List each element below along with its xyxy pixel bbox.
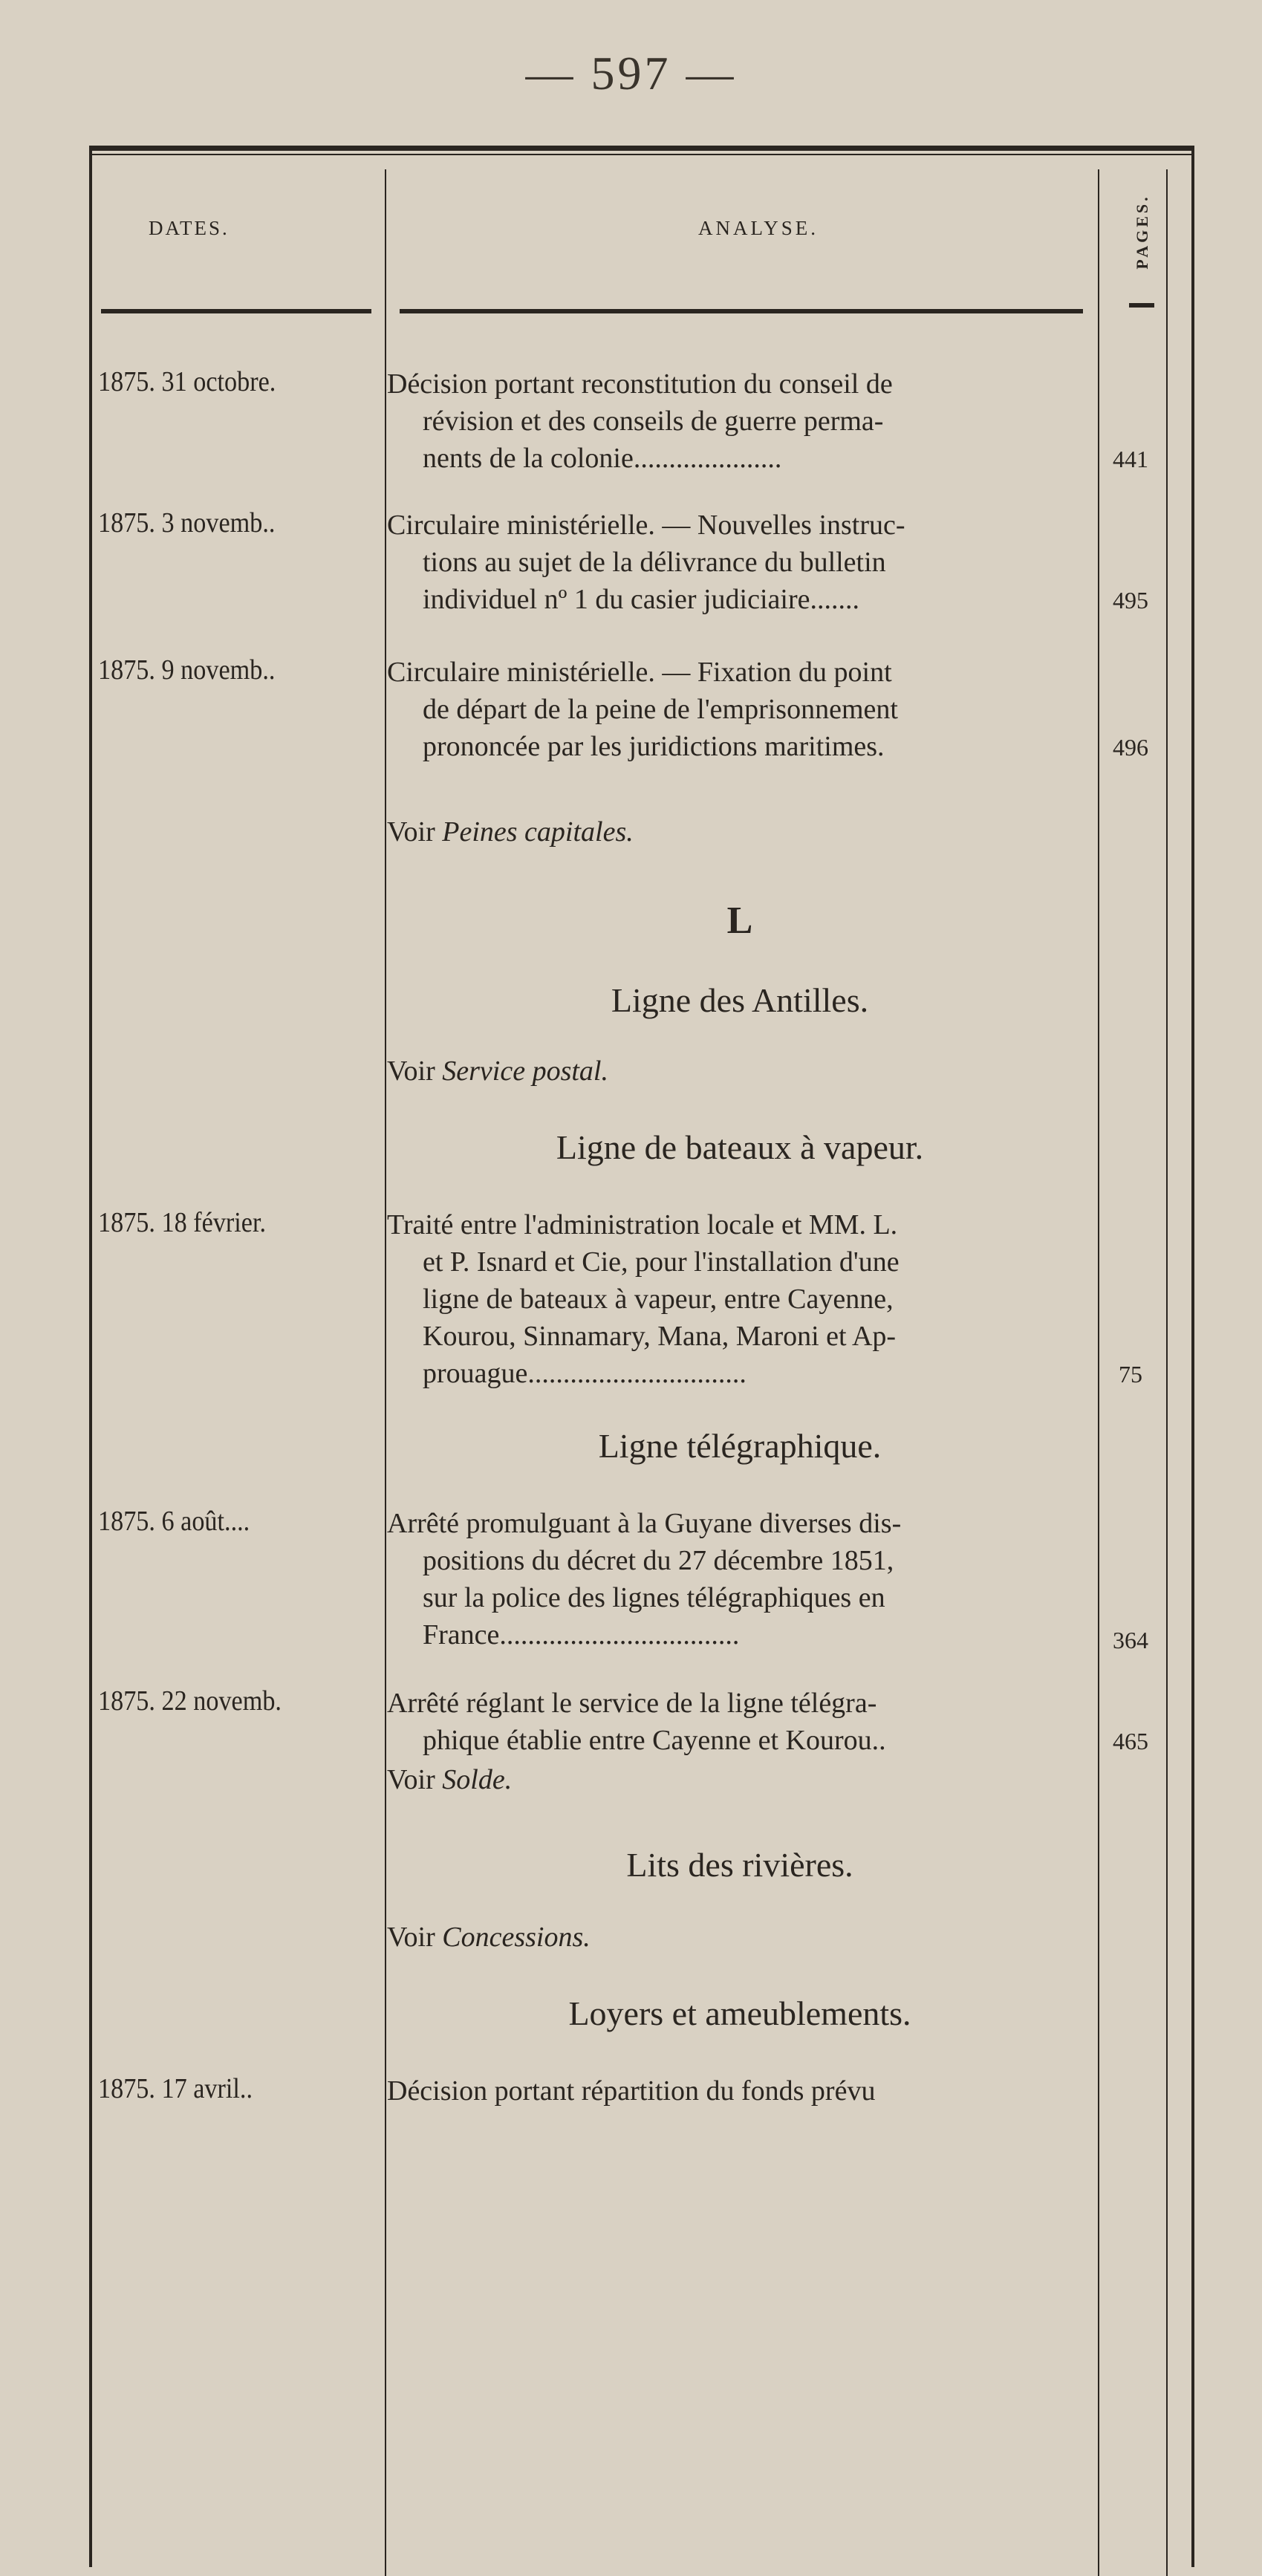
header-analyse: ANALYSE. [698,217,819,239]
entry-line: Circulaire ministérielle. — Nouvelles instruc- [387,510,905,541]
entry-date: 1875. 9 novemb.. [98,654,276,686]
entry-page: 364 [1113,1627,1148,1653]
entry-date: 1875. 31 octobre. [98,366,276,397]
section-title: Ligne de bateaux à vapeur. [556,1128,924,1166]
see-reference [387,1921,591,1954]
entry-text [387,365,1093,477]
entry-line: Arrêté réglant le service de la ligne télégra- [387,1688,877,1719]
entry-line: sur la police des lignes télégraphiques en [423,1582,885,1613]
entry-page: 496 [1113,734,1148,761]
see-reference [387,1055,608,1087]
see-target: Concessions. [442,1922,591,1953]
entry-line: Décision portant répartition du fonds prévu [387,2075,876,2107]
top-rule [89,146,1191,151]
entry-date: 1875. 22 novemb. [98,1685,282,1717]
entry-line: Kourou, Sinnamary, Mana, Maroni et Ap- [423,1321,897,1352]
entry-page: 465 [1113,1728,1148,1754]
entry-line: ligne de bateaux à vapeur, entre Cayenne, [423,1284,894,1315]
entry-line: phique établie entre Cayenne et Kourou.. [423,1725,886,1756]
see-target: Service postal. [442,1056,608,1087]
entry-line: France.................................. [423,1619,740,1650]
entry-line: Circulaire ministérielle. — Fixation du point [387,657,892,688]
section-title: Ligne télégraphique. [598,1427,882,1465]
see-reference [387,816,634,848]
see-prefix: Voir [387,816,435,848]
entry-line: de départ de la peine de l'emprisonnement [423,694,898,725]
entry-text [387,1206,1093,1392]
header-dates: DATES. [149,217,230,239]
see-prefix: Voir [387,1764,435,1795]
entry-line: prononcée par les juridictions maritimes. [423,731,885,762]
page-number: — 597 — [525,47,737,100]
entry-line: prouague............................... [423,1358,747,1389]
entry-line: Traité entre l'administration locale et MM. L. [387,1209,898,1240]
see-target: Peines capitales. [442,816,634,848]
entry-date: 1875. 3 novemb.. [98,507,276,539]
header-rule-dates [101,309,371,313]
entry-date: 1875. 17 avril.. [98,2073,253,2104]
section-title: Ligne des Antilles. [611,981,869,1019]
entry-page: 441 [1113,446,1148,472]
right-border [1191,146,1194,2567]
header-pages: PAGES. [1133,194,1151,270]
entry-line: individuel nº 1 du casier judiciaire....... [423,584,859,615]
column-divider-pages-inner [1166,169,1168,2576]
left-border [89,146,92,2567]
see-prefix: Voir [387,1922,435,1953]
entry-date: 1875. 18 février. [98,1207,267,1238]
entry-date: 1875. 6 août.... [98,1506,250,1537]
see-target: Solde. [442,1764,513,1795]
entry-line: nents de la colonie..................... [423,443,782,474]
entry-line: Arrêté promulguant à la Guyane diverses dis- [387,1508,902,1539]
letter-heading: L [726,900,753,942]
column-divider-pages [1098,169,1099,2576]
entry-text [387,654,1093,765]
header-rule-analyse [400,309,1083,313]
column-divider-dates [385,169,386,2576]
see-prefix: Voir [387,1056,435,1087]
entry-line: et P. Isnard et Cie, pour l'installation d'une [423,1246,900,1278]
section-title: Lits des rivières. [626,1846,853,1884]
entry-page: 75 [1119,1361,1142,1388]
entry-line: tions au sujet de la délivrance du bulletin [423,547,886,578]
entry-line: révision et des conseils de guerre perma- [423,406,884,437]
entry-line: Décision portant reconstitution du conseil de [387,368,893,400]
top-rule-thin [89,154,1191,155]
see-reference [387,1763,512,1796]
section-title: Loyers et ameublements. [568,1994,911,2032]
entry-page: 495 [1113,587,1148,614]
entry-text [387,1505,1093,1653]
entry-line: positions du décret du 27 décembre 1851, [423,1545,894,1576]
header-rule-pages [1129,303,1154,308]
entry-text [387,2072,1093,2110]
entry-text [387,507,1093,618]
entry-text [387,1685,1093,1759]
